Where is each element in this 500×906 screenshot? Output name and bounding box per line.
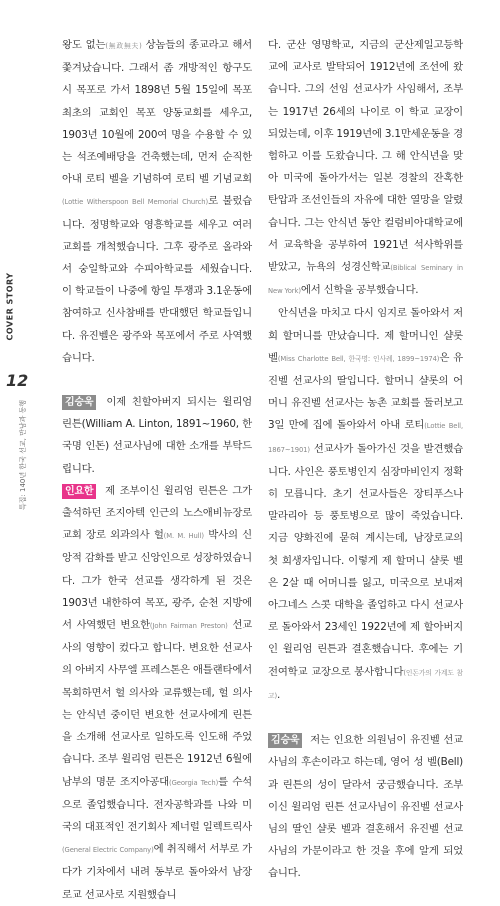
text: 상놈들의 종교라고 해서 쫓겨났습니다. 그래서 좀 개방적인 항구도시 목포로 가서 1898년 5월 15일에 목포 최초의 교회인 목포 양동교회를 세우고, 1903년 10월에 200여 명을 수용할 수 있는 석조예배당을 건축했는데, 먼저 순직한 아내 로티 벨을 기념하여 로티 벨 기념교회 [62, 39, 252, 186]
question-paragraph [268, 729, 463, 884]
english-note: (John Fairman Preston) [149, 622, 228, 631]
text: 제 조부이신 윌리엄 린튼은 그가 출석하던 조지아텍 인근의 노스애비뉴장로교회 장로 외과의사 헐 [62, 484, 252, 542]
text: 안식년을 마치고 다시 임지로 돌아와서 저희 할머니를 만났습니다. 제 할머니인 샬롯 벨 [268, 307, 463, 364]
text: 이제 친할아버지 되시는 윌리엄 린튼(William A. Linton, 1891~1960, 한국명 인돈) 선교사님에 대한 소개를 부탁드립니다. [62, 396, 252, 475]
text: 를 수석으로 졸업했습니다. 전자공학과를 나와 미국의 대표적인 전기회사 제너럴 일렉트릭사 [62, 775, 252, 833]
speaker-badge-in: 인요한 [62, 484, 96, 499]
text: 선교사의 영향이 컸다고 합니다. 변요한 선교사의 아버지 사무엘 프레스톤은 애틀랜타에서 목회하면서 헐 의사와 교류했는데, 헐 의사는 안식년 중이던 변요한 선교사에게 린튼을 소개해 선교사로 일하도록 인도해 주었습니다. 조부 윌리엄 린튼은 1912년 6월에 남부의 명문 조지아공대 [62, 619, 252, 788]
text: 에서 신학을 공부했습니다. [300, 284, 419, 297]
hanja-note: (無政無夫) [105, 42, 142, 50]
text: 저는 인요한 의원님이 유진벨 선교사님의 후손이라고 하는데, 영어 성 벨(Bell)과 린튼의 성이 달라서 궁금했습니다. 조부이신 윌리엄 린튼 선교사님이 유진벨 선교사님의 딸인 샬롯 벨과 결혼해서 유진벨 선교사님의 가문이라고 한 것을 후에 알게 되었습니다. [268, 734, 463, 880]
text: 다. 군산 영명학교, 지금의 군산제일고등학교에 교사로 발탁되어 1912년에 조선에 왔습니다. 그의 선임 선교사가 사임해서, 조부는 1917년 26세의 나이로 이 학교 교장이 되었는데, 이후 1919년에 3.1만세운동을 경험하고 이를 도왔습니다. 그 해 안식년을 맞아 미국에 돌아가서는 일본 경찰의 잔혹한 탄압과 조선인들의 자유에 대한 열망을 알렸습니다. 그는 안식년 동안 컬럼비아대학교에서 교육학을 공부하여 1921년 석사학위를 받았고, 뉴욕의 성경신학교 [268, 39, 463, 274]
page-number: 12 [6, 371, 29, 390]
question-paragraph [62, 391, 252, 480]
english-note: (M. M. Hull) [163, 532, 204, 541]
english-note: (General Electric Company) [62, 846, 154, 855]
text: 왕도 없는 [62, 39, 106, 51]
speaker-badge-kim: 김승욱 [268, 733, 302, 748]
english-note: (Lottie Witherspoon Bell Memorial Church) [62, 198, 209, 207]
section-label-text: COVER STORY [5, 272, 15, 341]
english-note: (Miss Charlotte Bell, 한국명: 인사례, 1899~1974) [277, 354, 440, 363]
text: 선교사가 돌아가신 것을 발견했습니다. 사인은 풍토병인지 심장마비인지 정확히 모릅니다. 초기 선교사들은 장티푸스나 말라리아 등 풍토병으로 많이 죽었습니다. 지금 양화진에 묻혀 계시는데, 남장로교의 첫 희생자입니다. 이렇게 제 할머니 샬롯 벨은 2살 때 어머니를 잃고, 미국으로 보내져 아그네스 스콧 대학을 졸업하고 다시 선교사로 돌아와서 23세인 1922년에 제 할아버지인 윌리엄 린튼과 결혼했습니다. 후에는 기전여학교 교장으로 봉사합니다 [268, 442, 463, 678]
paragraph [268, 302, 463, 707]
left-column [62, 34, 252, 906]
reference-note: (인돈가의 가계도 참고) [268, 668, 463, 700]
english-note: (Georgia Tech) [169, 778, 219, 787]
paragraph [268, 34, 463, 302]
english-note: (Lottie Bell, 1867~1901) [268, 422, 463, 454]
text: 에 취직해서 서부로 가다가 기차에서 내려 동부로 돌아와서 남장로교 선교사로 지원했습니 [62, 843, 252, 901]
running-subtitle-text: 특집: 140년 한국 선교, 만남과 동행 [19, 399, 28, 511]
text: . [277, 688, 281, 701]
paragraph [62, 34, 252, 369]
right-column [268, 34, 463, 885]
running-subtitle [4, 399, 28, 511]
text: 박사의 신앙적 감화를 받고 신앙인으로 성장하였습니다. 그가 한국 선교를 생각하게 된 것은 1903년 내한하여 목포, 광주, 순천 지방에서 사역했던 변요한 [62, 529, 252, 632]
text: 로 불렀습니다. 정명학교와 영흥학교를 세우고 여러 교회를 개척했습니다. 그후 광주로 올라와서 숭일학교와 수피아학교를 세웠습니다. 이 학교들이 나중에 항일 투쟁과 3.1운동에 참여하고 신사참배를 반대했던 학교들입니다. 유진벨은 광주와 목포에서 주로 사역했습니다. [62, 195, 252, 364]
text: 은 유진벨 선교사의 딸입니다. 할머니 샬롯의 어머니 유진벨 선교사는 농촌 교회를 둘러보고 3일 만에 집에 돌아와서 아내 로티 [268, 351, 463, 432]
english-note: (Biblical Seminary in New York) [268, 264, 463, 296]
answer-paragraph [62, 480, 252, 906]
section-label [4, 270, 24, 350]
speaker-badge-kim: 김승욱 [62, 395, 96, 410]
